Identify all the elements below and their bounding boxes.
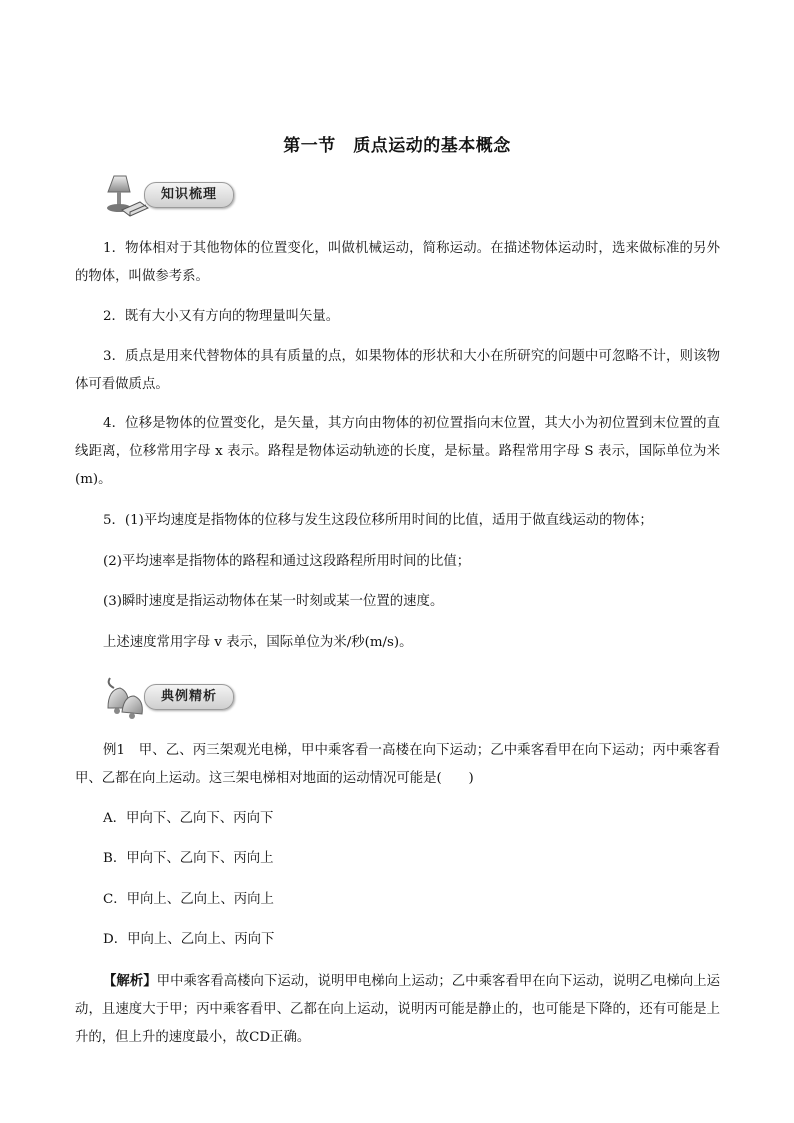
analysis-text: 甲中乘客看高楼向下运动，说明甲电梯向上运动；乙中乘客看甲在向下运动，说明乙电梯向上运动，且速度大于甲；丙中乘客看甲、乙都在向上运动，说明丙可能是静止的，也可能是下降的，还有可能是上升的，但上升的速度最小，故CD正确。: [75, 974, 720, 1045]
section-header-examples: [100, 674, 260, 722]
knowledge-paragraph: 4．位移是物体的位置变化，是矢量，其方向由物体的初位置指向末位置，其大小为初位置到末位置的直线距离，位移常用字母 x 表示。路程是物体运动轨迹的长度，是标量。路程常用字母 S 表示，国际单位为米(m)。: [75, 416, 720, 487]
option-b: B．甲向下、乙向下、丙向上: [103, 851, 274, 866]
knowledge-paragraph: 1．物体相对于其他物体的位置变化，叫做机械运动，简称运动。在描述物体运动时，选来做标准的另外的物体，叫做参考系。: [75, 241, 720, 284]
page-title: 第一节 质点运动的基本概念: [283, 136, 511, 156]
analysis-paragraph: [75, 967, 720, 1052]
knowledge-paragraph: (3)瞬时速度是指运动物体在某一时刻或某一位置的速度。: [103, 594, 444, 609]
example-question: 例1 甲、乙、丙三架观光电梯，甲中乘客看一高楼在向下运动；乙中乘客看甲在向下运动；丙中乘客看甲、乙都在向上运动。这三架电梯相对地面的运动情况可能是( ): [75, 743, 720, 786]
knowledge-paragraph: 上述速度常用字母 v 表示，国际单位为米/秒(m/s)。: [103, 635, 413, 650]
section-badge-knowledge: 知识梳理: [144, 182, 234, 208]
knowledge-paragraph: (2)平均速率是指物体的路程和通过这段路程所用时间的比值；: [103, 554, 471, 569]
knowledge-paragraph: 2．既有大小又有方向的物理量叫矢量。: [103, 309, 340, 324]
option-d: D．甲向上、乙向上、丙向下: [103, 932, 275, 947]
option-c: C．甲向上、乙向上、丙向上: [103, 892, 274, 907]
section-badge-examples: 典例精析: [144, 684, 234, 710]
section-header-knowledge: [100, 172, 260, 220]
analysis-label: 【解析】: [103, 973, 157, 989]
knowledge-paragraph: 5．(1)平均速度是指物体的位移与发生这段位移所用时间的比值，适用于做直线运动的物体；: [103, 513, 653, 528]
option-a: A．甲向下、乙向下、丙向下: [103, 811, 274, 826]
knowledge-paragraph: 3．质点是用来代替物体的具有质量的点，如果物体的形状和大小在所研究的问题中可忽略不计，则该物体可看做质点。: [75, 349, 720, 392]
